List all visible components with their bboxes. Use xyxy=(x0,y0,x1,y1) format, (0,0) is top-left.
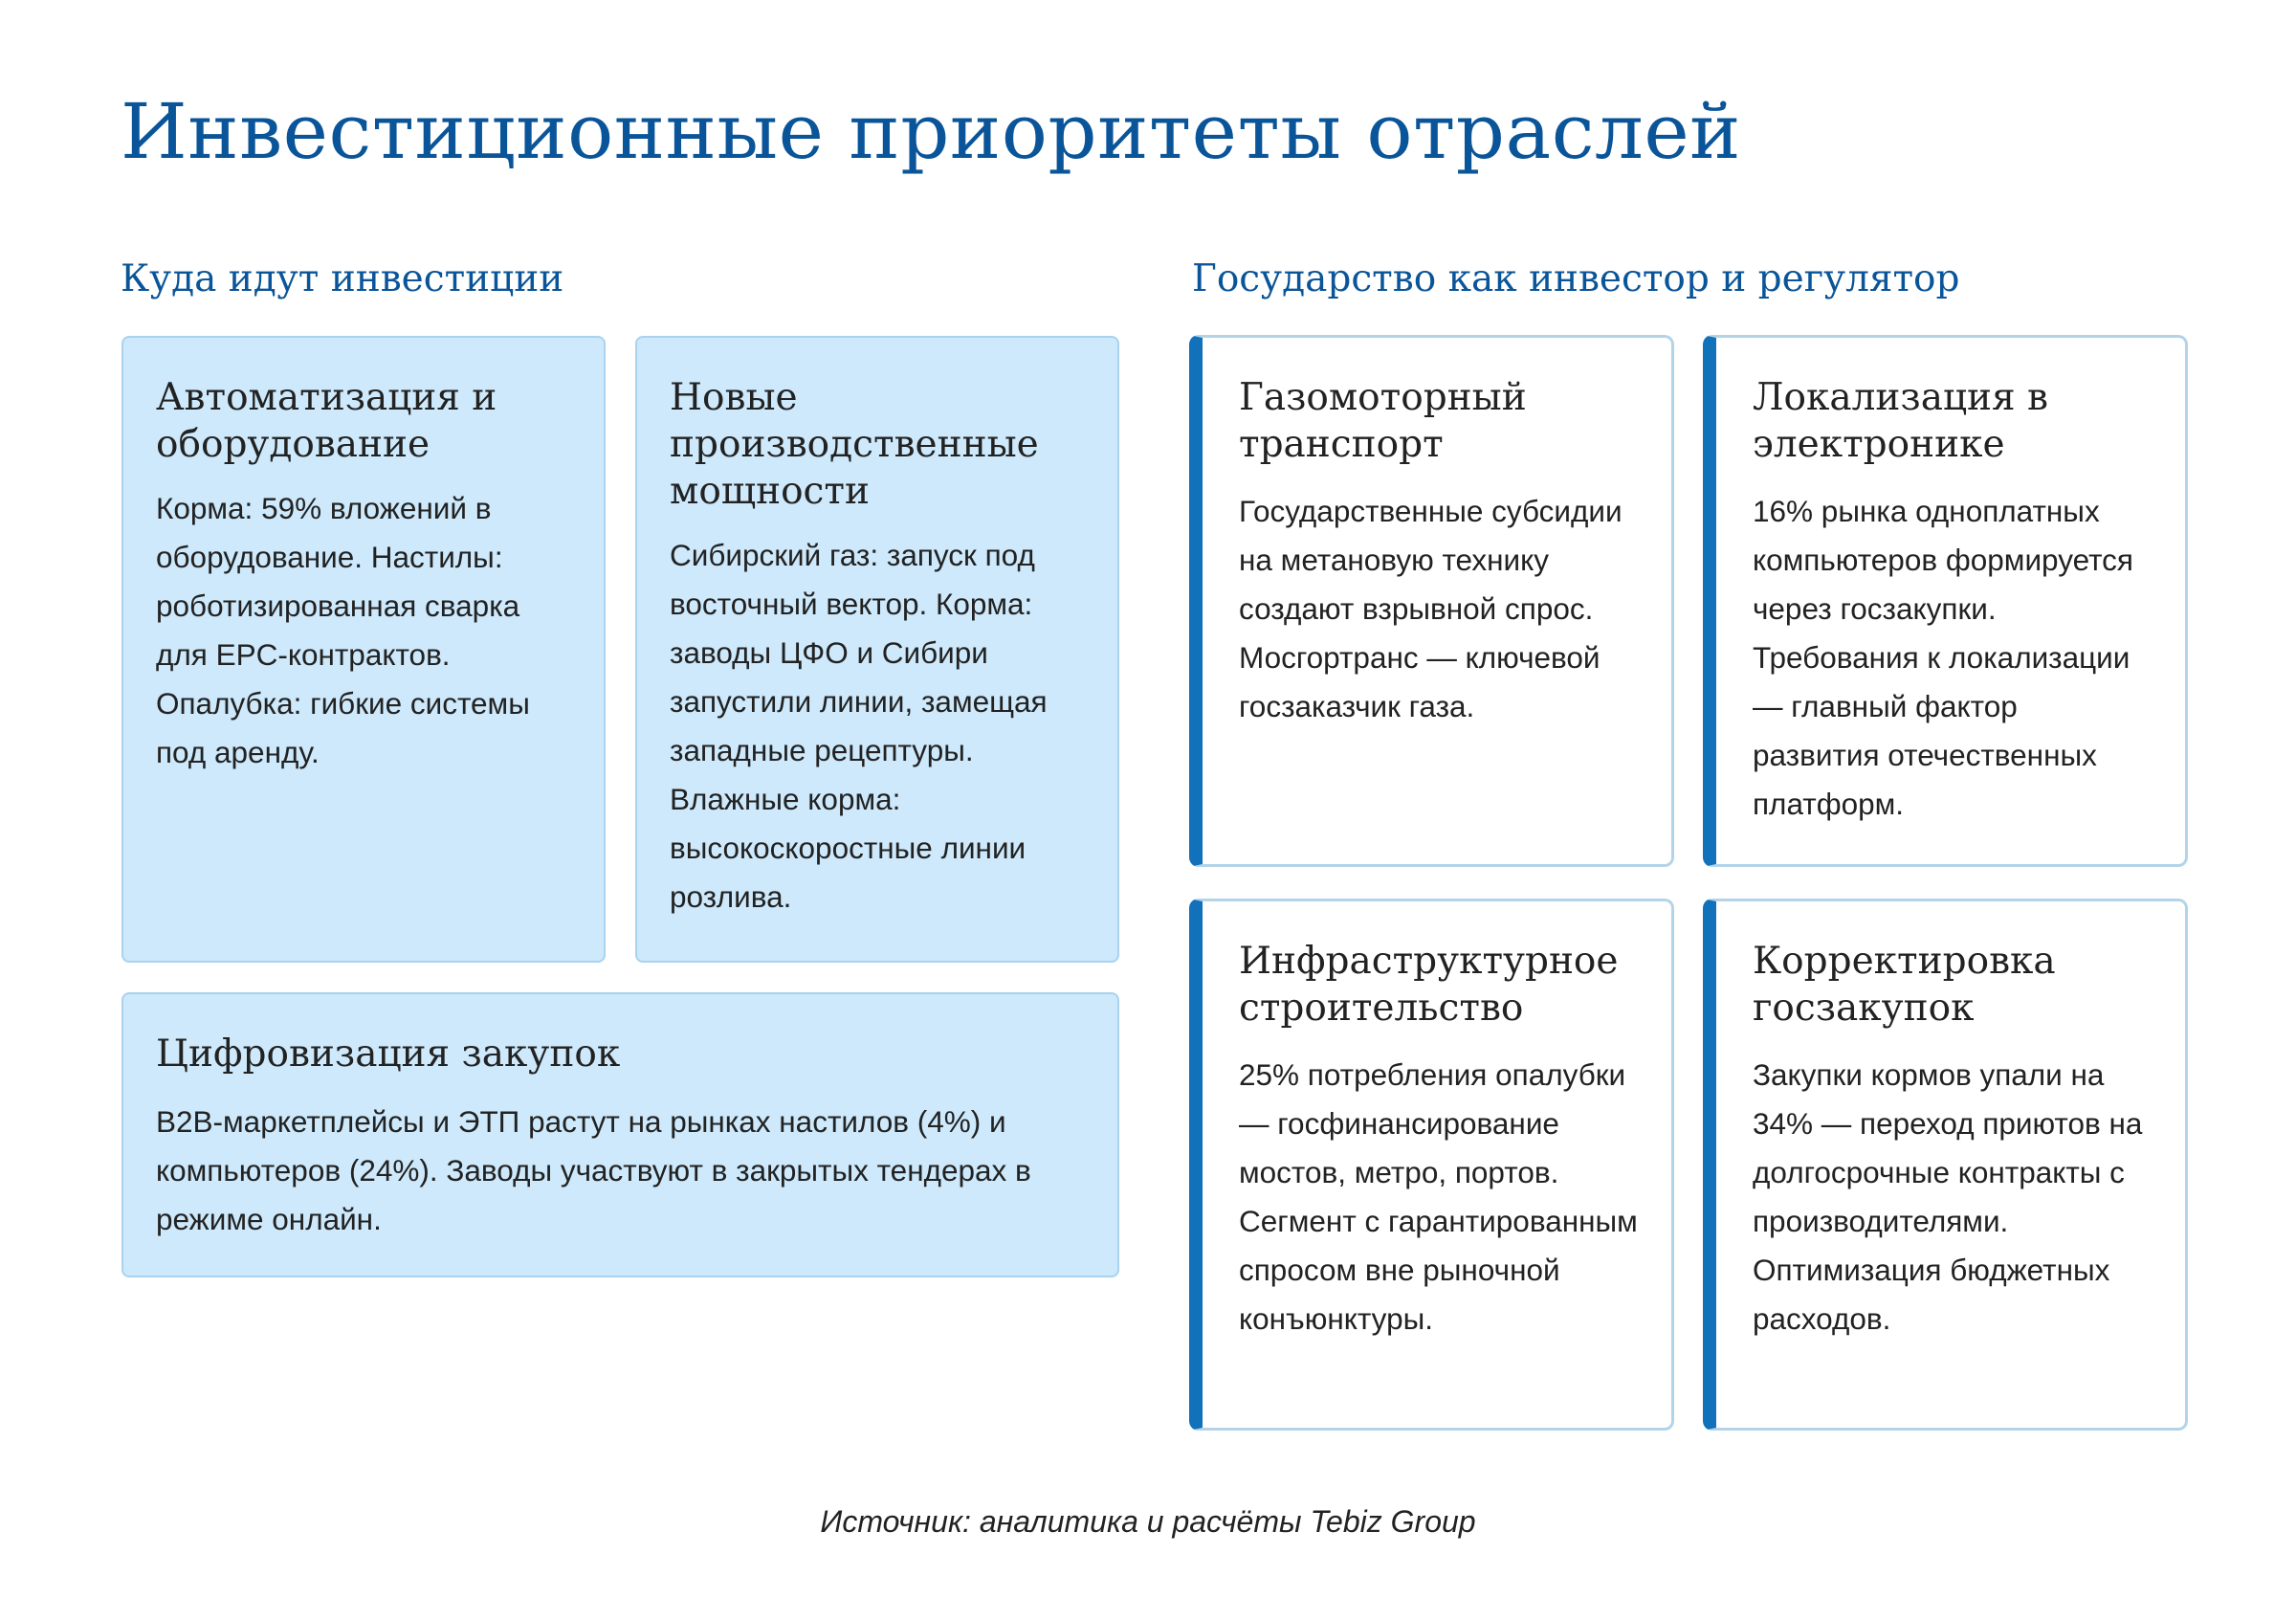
card-title: Газомоторный транспорт xyxy=(1239,376,1527,466)
card-title: Корректировка госзакупок xyxy=(1753,940,2056,1030)
page-title: Инвестиционные приоритеты отраслей xyxy=(121,87,1741,176)
card-procurement-adjustment xyxy=(1703,899,2188,1431)
card-title: Инфраструктурное строительство xyxy=(1239,940,1619,1030)
card-title: Автоматизация и оборудование xyxy=(156,376,497,466)
card-title: Новые производственные мощности xyxy=(670,376,1039,513)
card-title: Локализация в электронике xyxy=(1753,376,2048,466)
source-note: Источник: аналитика и расчёты Tebiz Group xyxy=(820,1504,1476,1539)
card-text: Государственные субсидии на метановую технику создают взрывной спрос. Мосгортранс — ключевой госзаказчик газа. xyxy=(1239,494,1623,723)
right-section-heading: Государство как инвестор и регулятор xyxy=(1192,257,1960,300)
card-gas-transport xyxy=(1189,335,1674,867)
card-text: B2B-маркетплейсы и ЭТП растут на рынках настилов (4%) и компьютеров (24%). Заводы участвуют в закрытых тендерах в режиме онлайн. xyxy=(156,1104,1031,1236)
card-text: Сибирский газ: запуск под восточный вектор. Корма: заводы ЦФО и Сибири запустили линии, замещая западные рецептуры. Влажные корма: высокоскоростные линии розлива. xyxy=(670,538,1048,914)
card-automation xyxy=(121,336,606,963)
card-text: 25% потребления опалубки — госфинансирование мостов, метро, портов. Сегмент с гарантированным спросом вне рыночной конъюнктуры. xyxy=(1239,1057,1638,1336)
card-text: Закупки кормов упали на 34% — переход приютов на долгосрочные контракты с производителями. Оптимизация бюджетных расходов. xyxy=(1753,1057,2143,1336)
card-new-capacities xyxy=(635,336,1119,963)
card-text: 16% рынка одноплатных компьютеров формируется через госзакупки. Требования к локализации — главный фактор развития отечественных платформ. xyxy=(1753,494,2133,821)
left-section-heading: Куда идут инвестиции xyxy=(121,257,564,300)
card-title: Цифровизация закупок xyxy=(156,1033,621,1076)
card-infrastructure xyxy=(1189,899,1674,1431)
card-procurement-digitalization xyxy=(121,992,1119,1277)
card-electronics-localization xyxy=(1703,335,2188,867)
card-text: Корма: 59% вложений в оборудование. Настилы: роботизированная сварка для EPC-контрактов. Опалубка: гибкие системы под аренду. xyxy=(156,491,530,769)
